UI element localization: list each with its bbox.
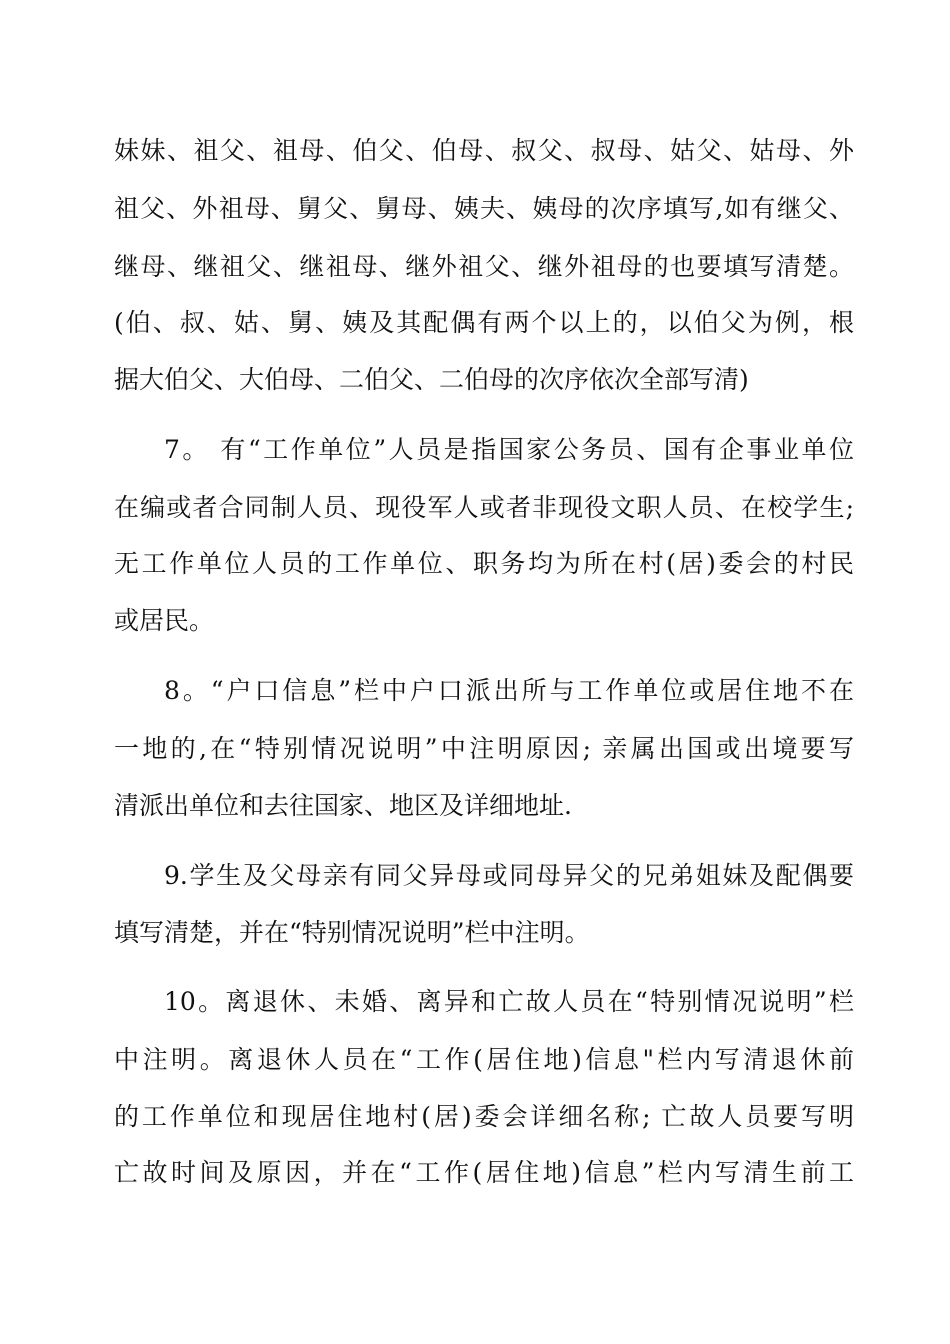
paragraph-line: 8。“户口信息”栏中户口派出所与工作单位或居住地不在 xyxy=(164,676,854,705)
paragraph-line: 继母、继祖父、继祖母、继外祖父、继外祖母的也要填写清楚。 xyxy=(114,252,854,281)
paragraph-line: (伯、叔、姑、舅、姨及其配偶有两个以上的，以伯父为例，根 xyxy=(114,308,854,337)
paragraph-line: 或居民。 xyxy=(114,606,215,635)
paragraph-line: 清派出单位和去往国家、地区及详细地址. xyxy=(114,791,572,820)
paragraph-line: 亡故时间及原因，并在“工作(居住地)信息”栏内写清生前工 xyxy=(114,1158,854,1187)
paragraph-line: 在编或者合同制人员、现役军人或者非现役文职人员、在校学生; xyxy=(114,493,854,522)
paragraph-line: 祖父、外祖母、舅父、舅母、姨夫、姨母的次序填写,如有继父、 xyxy=(114,194,854,223)
paragraph-line: 无工作单位人员的工作单位、职务均为所在村(居)委会的村民 xyxy=(114,549,854,578)
paragraph-line: 10。离退休、未婚、离异和亡故人员在“特别情况说明”栏 xyxy=(164,987,854,1016)
paragraph-line: 中注明。离退休人员在“工作(居住地)信息"栏内写清退休前 xyxy=(114,1045,854,1074)
paragraph-line: 妹妹、祖父、祖母、伯父、伯母、叔父、叔母、姑父、姑母、外 xyxy=(114,136,854,165)
paragraph-line: 9.学生及父母亲有同父异母或同母异父的兄弟姐妹及配偶要 xyxy=(164,861,854,890)
paragraph-line: 的工作单位和现居住地村(居)委会详细名称; 亡故人员要写明 xyxy=(114,1102,854,1131)
paragraph-line: 一地的,在“特别情况说明”中注明原因; 亲属出国或出境要写 xyxy=(114,734,854,763)
paragraph-line: 填写清楚，并在“特别情况说明”栏中注明。 xyxy=(114,918,590,947)
paragraph-line: 7。 有“工作单位”人员是指国家公务员、国有企事业单位 xyxy=(164,435,854,464)
paragraph-line: 据大伯父、大伯母、二伯父、二伯母的次序依次全部写清) xyxy=(114,365,749,394)
